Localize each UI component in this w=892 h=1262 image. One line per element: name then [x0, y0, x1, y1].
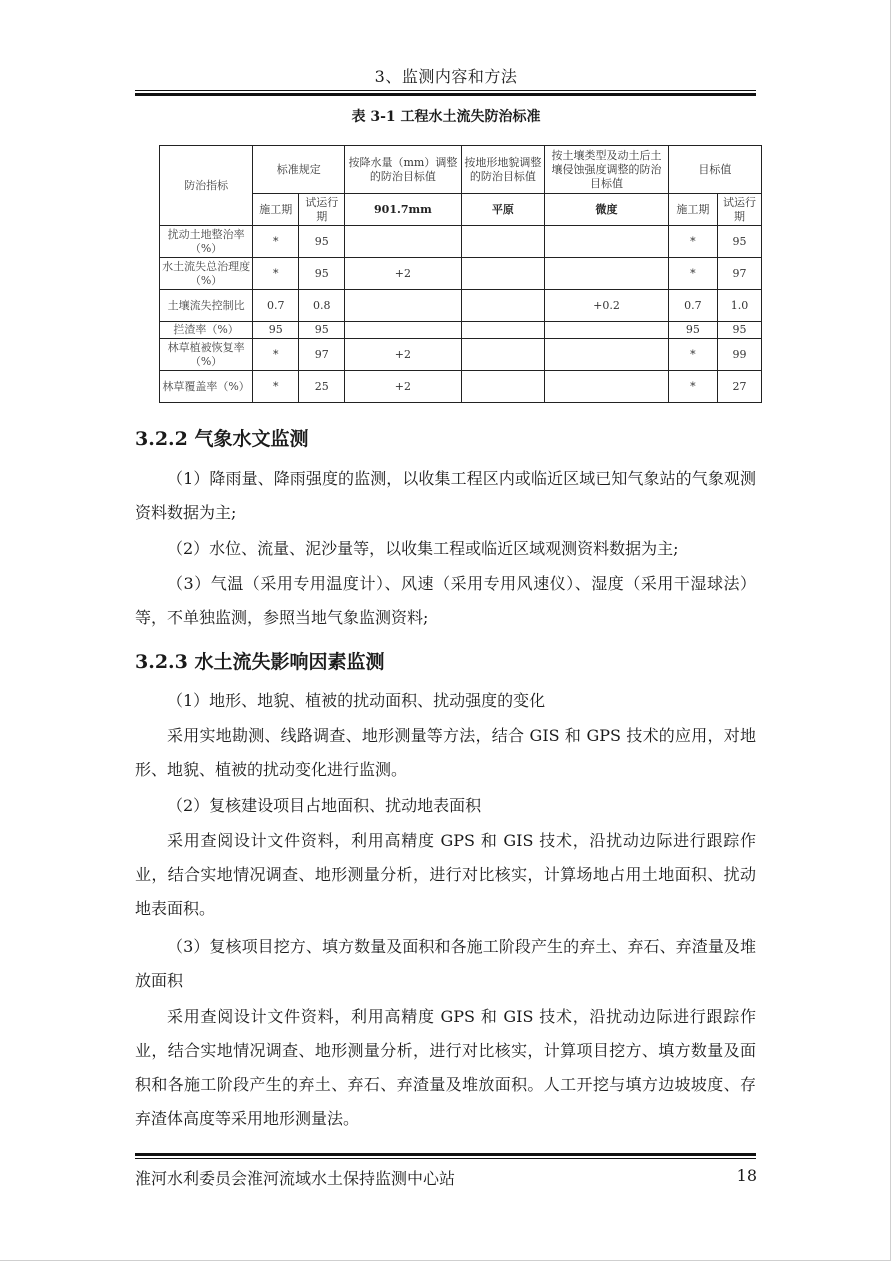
header-construction: 施工期: [253, 194, 299, 226]
paragraph: （1）地形、地貌、植被的扰动面积、扰动强度的变化: [167, 691, 546, 710]
paragraph: （2）复核建设项目占地面积、扰动地表面积: [167, 796, 482, 815]
row-target-trial: 99: [717, 339, 761, 371]
row-trial: 95: [299, 258, 345, 290]
header-target: 目标值: [668, 146, 761, 194]
row-soil: [545, 339, 669, 371]
header-standard: 标准规定: [253, 146, 345, 194]
section-heading-influencing-factors: 3.2.3 水土流失影响因素监测: [135, 651, 385, 673]
row-target-construction: *: [668, 258, 717, 290]
row-target-trial: 95: [717, 322, 761, 339]
header-rule-thick: [135, 93, 756, 96]
row-terrain: [461, 226, 545, 258]
row-indicator-name: 林草覆盖率（%）: [160, 371, 253, 403]
paragraph: 采用查阅设计文件资料，利用高精度 GPS 和 GIS 技术，沿扰动边际进行跟踪作业，结合实地情况调查、地形测量分析，进行对比核实，计算项目挖方、填方数量及面积和各施工阶段产生的弃土、弃石、弃渣量及堆放面积。人工开挖与填方边坡坡度、存弃渣体高度等采用地形测量法。: [135, 1007, 756, 1128]
row-soil: [545, 322, 669, 339]
row-target-construction: 95: [668, 322, 717, 339]
header-target-trial: 试运行期: [717, 194, 761, 226]
row-terrain: [461, 339, 545, 371]
table-caption: 表 3-1 工程水土流失防治标准: [351, 109, 541, 125]
row-construction: *: [253, 226, 299, 258]
row-trial: 97: [299, 339, 345, 371]
row-indicator-name: 拦渣率（%）: [160, 322, 253, 339]
row-trial: 25: [299, 371, 345, 403]
table-row: [160, 339, 762, 371]
row-rain: +2: [345, 371, 461, 403]
row-indicator-name: 土壤流失控制比: [160, 290, 253, 322]
row-target-trial: 27: [717, 371, 761, 403]
footer-organization: 淮河水利委员会淮河流域水土保持监测中心站: [135, 1169, 456, 1188]
row-trial: 95: [299, 226, 345, 258]
prevention-standard-table: [159, 145, 762, 403]
row-target-trial: 95: [717, 226, 761, 258]
header-rule-thin: [135, 90, 756, 91]
row-indicator-name: 扰动土地整治率（%）: [160, 226, 253, 258]
header-rain-value: 901.7mm: [345, 194, 461, 226]
row-target-construction: 0.7: [668, 290, 717, 322]
row-indicator-name: 林草植被恢复率（%）: [160, 339, 253, 371]
paragraph: 采用实地勘测、线路调查、地形测量等方法，结合 GIS 和 GPS 技术的应用，对地形、地貌、植被的扰动变化进行监测。: [135, 726, 756, 779]
paragraph: （3）气温（采用专用温度计）、风速（采用专用风速仪）、湿度（采用干湿球法）等，不单独监测，参照当地气象监测资料;: [135, 574, 756, 627]
row-target-construction: *: [668, 339, 717, 371]
header-indicator: 防治指标: [160, 146, 253, 226]
row-target-trial: 97: [717, 258, 761, 290]
row-terrain: [461, 258, 545, 290]
row-construction: *: [253, 371, 299, 403]
row-trial: 0.8: [299, 290, 345, 322]
row-trial: 95: [299, 322, 345, 339]
section-heading-meteorology: 3.2.2 气象水文监测: [135, 428, 309, 450]
row-rain: +2: [345, 258, 461, 290]
table-row: [160, 371, 762, 403]
row-terrain: [461, 371, 545, 403]
header-rain: 按降水量（mm）调整的防治目标值: [345, 146, 461, 194]
row-soil: [545, 371, 669, 403]
row-construction: *: [253, 258, 299, 290]
header-soil-value: 微度: [545, 194, 669, 226]
row-target-construction: *: [668, 371, 717, 403]
table-row: [160, 258, 762, 290]
row-rain: [345, 322, 461, 339]
row-target-construction: *: [668, 226, 717, 258]
row-soil: [545, 226, 669, 258]
table-row: [160, 290, 762, 322]
header-terrain-value: 平原: [461, 194, 545, 226]
paragraph: 采用查阅设计文件资料，利用高精度 GPS 和 GIS 技术，沿扰动边际进行跟踪作业，结合实地情况调查、地形测量分析，进行对比核实，计算场地占用土地面积、扰动地表面积。: [135, 831, 756, 918]
paragraph: （1）降雨量、降雨强度的监测，以收集工程区内或临近区域已知气象站的气象观测资料数据为主;: [135, 469, 756, 522]
row-soil: [545, 258, 669, 290]
header-target-construction: 施工期: [668, 194, 717, 226]
paragraph: （2）水位、流量、泥沙量等，以收集工程或临近区域观测资料数据为主;: [167, 539, 679, 558]
row-rain: [345, 226, 461, 258]
paragraph: （3）复核项目挖方、填方数量及面积和各施工阶段产生的弃土、弃石、弃渣量及堆放面积: [135, 937, 756, 990]
running-header: 3、监测内容和方法: [374, 67, 518, 86]
header-terrain: 按地形地貌调整的防治目标值: [461, 146, 545, 194]
row-indicator-name: 水土流失总治理度（%）: [160, 258, 253, 290]
row-terrain: [461, 290, 545, 322]
page-number: 18: [736, 1166, 757, 1185]
row-terrain: [461, 322, 545, 339]
row-soil: +0.2: [545, 290, 669, 322]
row-rain: [345, 290, 461, 322]
row-target-trial: 1.0: [717, 290, 761, 322]
header-trial: 试运行期: [299, 194, 345, 226]
header-soil: 按土壤类型及动土后土壤侵蚀强度调整的防治目标值: [545, 146, 669, 194]
row-construction: 95: [253, 322, 299, 339]
footer-rule-thin: [135, 1158, 756, 1159]
table-header-row-1: [160, 146, 762, 194]
table-row: [160, 322, 762, 339]
row-construction: *: [253, 339, 299, 371]
table-row: [160, 226, 762, 258]
row-rain: +2: [345, 339, 461, 371]
footer-rule-thick: [135, 1153, 756, 1156]
row-construction: 0.7: [253, 290, 299, 322]
